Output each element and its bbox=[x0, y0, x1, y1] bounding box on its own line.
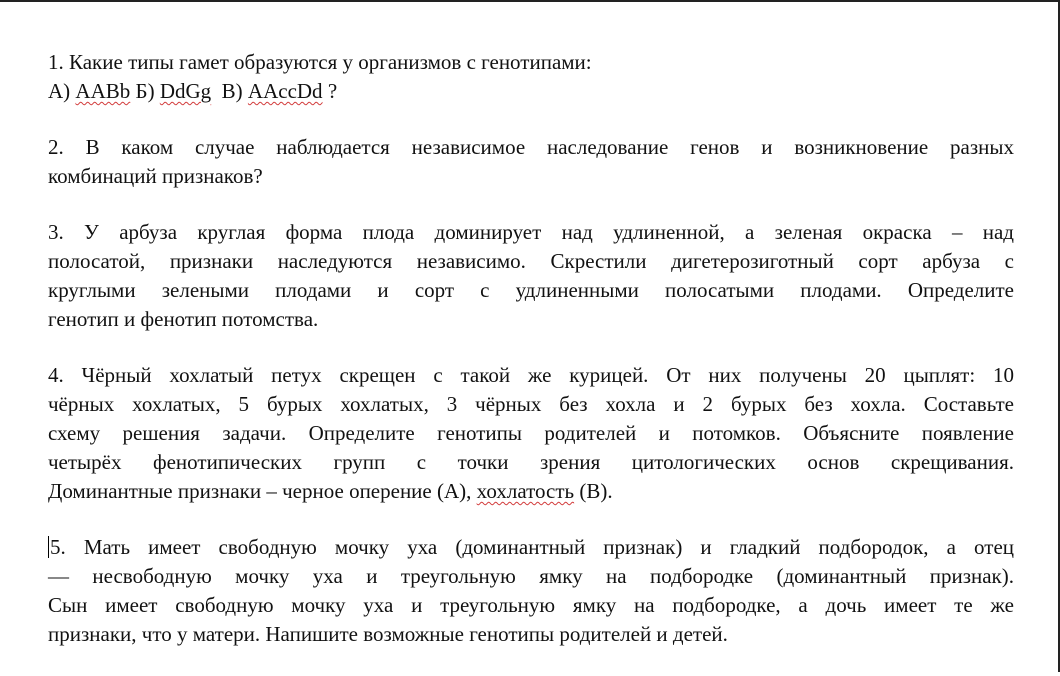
task-5-line-1 bbox=[48, 533, 1014, 562]
task-5-line-1-text: 5. Мать имеет свободную мочку уха (доминантный признак) и гладкий подбородок, а отец bbox=[50, 535, 1014, 559]
genotype-c: AAccDd bbox=[247, 79, 323, 103]
variant-a-prefix: А) bbox=[48, 79, 76, 103]
task-5-line-4: признаки, что у матери. Напишите возможные генотипы родителей и детей. bbox=[48, 622, 728, 646]
task-5 bbox=[48, 533, 1014, 649]
document-body[interactable] bbox=[48, 48, 1014, 676]
task-5-line-2: — несвободную мочку уха и треугольную ямку на подбородке (доминантный признак). bbox=[48, 564, 1014, 588]
spellcheck-marked-word: хохлатость bbox=[476, 479, 575, 503]
task-3-line-3: круглыми зелеными плодами и сорт с удлиненными полосатыми плодами. Определите bbox=[48, 278, 1014, 302]
variant-suffix: ? bbox=[322, 79, 338, 103]
task-2-line-2: комбинаций признаков? bbox=[48, 164, 263, 188]
text-cursor bbox=[48, 536, 49, 558]
genotype-b: DdGg bbox=[159, 79, 212, 103]
variant-c-prefix: В) bbox=[211, 79, 248, 103]
task-4-line-5-start: Доминантные признаки – черное оперение (А), bbox=[48, 479, 477, 503]
task-1-line-1: 1. Какие типы гамет образуются у организмов с генотипами: bbox=[48, 50, 592, 74]
task-3-line-4: генотип и фенотип потомства. bbox=[48, 307, 319, 331]
task-2 bbox=[48, 133, 1014, 191]
task-2-line-1: 2. В каком случае наблюдается независимое наследование генов и возникновение разных bbox=[48, 135, 1014, 159]
task-4-line-1: 4. Чёрный хохлатый петух скрещен с такой же курицей. От них получены 20 цыплят: 10 bbox=[48, 363, 1014, 387]
task-4 bbox=[48, 361, 1014, 506]
task-4-line-4: четырёх фенотипических групп с точки зрения цитологических основ скрещивания. bbox=[48, 450, 1014, 474]
task-1 bbox=[48, 48, 1014, 106]
task-3 bbox=[48, 218, 1014, 334]
task-4-line-5-end: (В). bbox=[574, 479, 613, 503]
variant-b-prefix: Б) bbox=[130, 79, 160, 103]
task-1-variants bbox=[48, 77, 1014, 106]
task-4-line-3: схему решения задачи. Определите генотипы родителей и потомков. Объясните появление bbox=[48, 421, 1014, 445]
task-4-line-2: чёрных хохлатых, 5 бурых хохлатых, 3 чёрных без хохла и 2 бурых без хохла. Составьте bbox=[48, 392, 1014, 416]
task-4-line-5 bbox=[48, 477, 1014, 506]
genotype-a: AABb bbox=[75, 79, 131, 103]
task-5-line-3: Сын имеет свободную мочку уха и треугольную ямку на подбородке, а дочь имеет те же bbox=[48, 593, 1014, 617]
task-3-line-1: 3. У арбуза круглая форма плода доминирует над удлиненной, а зеленая окраска – над bbox=[48, 220, 1014, 244]
task-3-line-2: полосатой, признаки наследуются независимо. Скрестили дигетерозиготный сорт арбуза с bbox=[48, 249, 1014, 273]
